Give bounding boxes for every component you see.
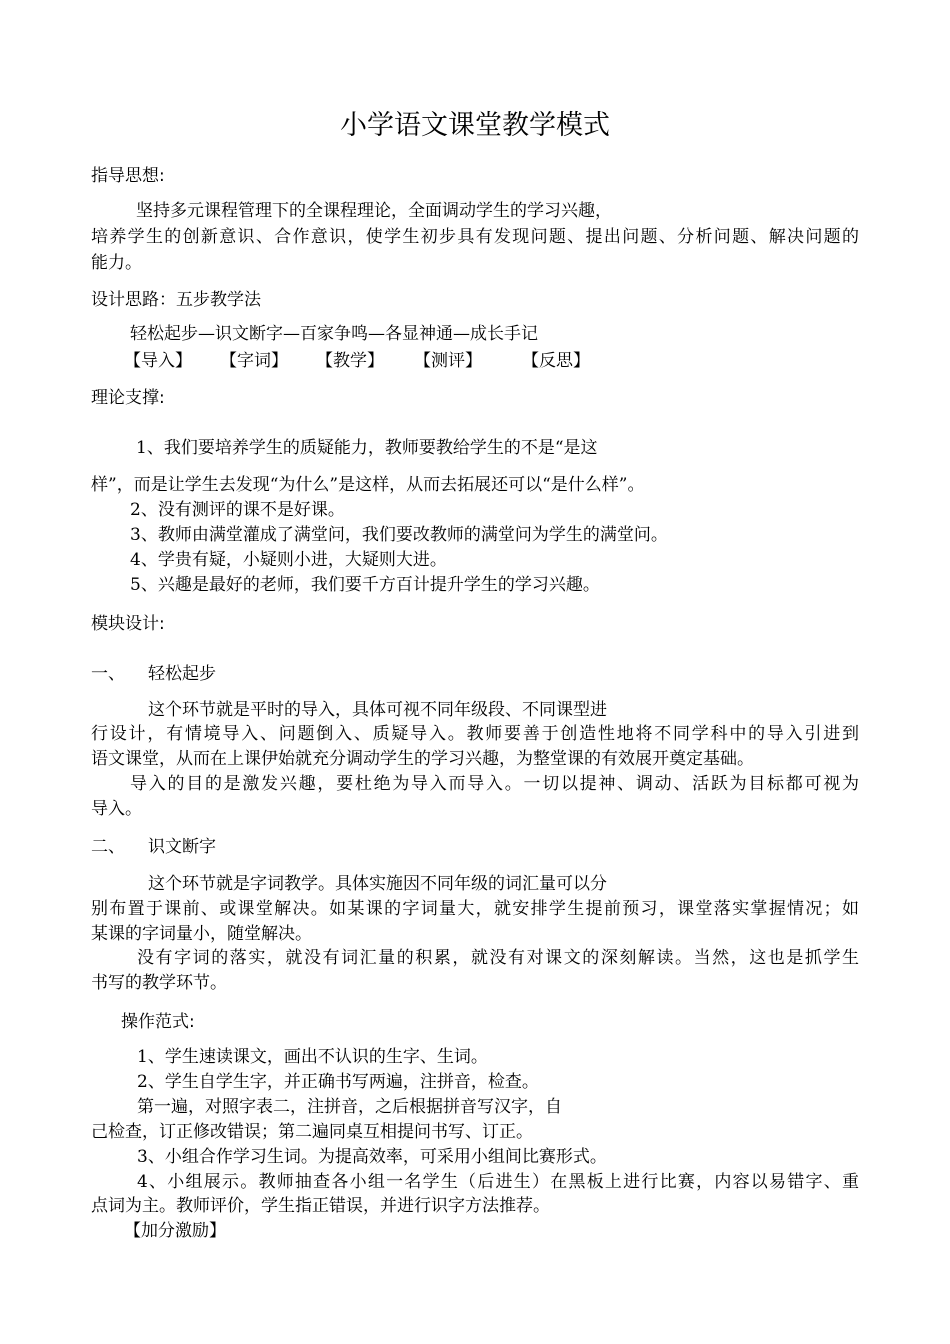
operation-heading: 操作范式: xyxy=(121,1012,195,1032)
reward-label: 【加分激励】 xyxy=(124,1221,226,1241)
operation-item-2: 2、学生自学生字，并正确书写两遍，注拼音，检查。 xyxy=(137,1072,539,1092)
operation-item-2a: 第一遍，对照字表二，注拼音，之后根据拼音写汉字，自 xyxy=(137,1097,562,1117)
theory-heading: 理论支撑: xyxy=(91,388,165,408)
operation-item-1: 1、学生速读课文，画出不认识的生字、生词。 xyxy=(137,1047,488,1067)
section-2-line-4: 没有字词的落实，就没有词汇量的积累，就没有对课文的深刻解读。当然，这也是抓学生 xyxy=(137,948,859,968)
design-tag-4: 【测评】 xyxy=(414,351,482,371)
theory-item-1b: 样”，而是让学生去发现“为什么”是这样，从而去拓展还可以“是什么样”。 xyxy=(91,475,645,495)
operation-item-2b: 己检查，订正修改错误；第二遍同桌互相提问书写、订正。 xyxy=(91,1122,533,1142)
section-2-line-3: 某课的字词量小，随堂解决。 xyxy=(91,924,312,944)
design-heading: 设计思路：五步教学法 xyxy=(91,290,261,310)
section-2-title: 识文断字 xyxy=(148,837,216,857)
guiding-line-1: 坚持多元课程管理下的全课程理论，全面调动学生的学习兴趣， xyxy=(136,201,612,221)
guiding-line-2: 培养学生的创新意识、合作意识，使学生初步具有发现问题、提出问题、分析问题、解决问题的 xyxy=(91,227,859,247)
section-1-line-3: 语文课堂，从而在上课伊始就充分调动学生的学习兴趣，为整堂课的有效展开奠定基础。 xyxy=(91,749,754,769)
guiding-line-3: 能力。 xyxy=(91,253,142,273)
operation-item-3: 3、小组合作学习生词。为提高效率，可采用小组间比赛形式。 xyxy=(137,1147,607,1167)
design-tag-5: 【反思】 xyxy=(522,351,590,371)
section-1-number: 一、 xyxy=(91,664,125,684)
theory-item-1a: 1、我们要培养学生的质疑能力，教师要教给学生的不是“是这 xyxy=(136,438,598,458)
design-tag-2: 【字词】 xyxy=(220,351,288,371)
page-title: 小学语文课堂教学模式 xyxy=(340,110,610,141)
section-1-title: 轻松起步 xyxy=(148,664,216,684)
design-tag-3: 【教学】 xyxy=(316,351,384,371)
section-2-line-2: 别布置于课前、或课堂解决。如某课的字词量大，就安排学生提前预习，课堂落实掌握情况；如 xyxy=(91,899,859,919)
section-1-line-5: 导入。 xyxy=(91,799,142,819)
theory-item-2: 2、没有测评的课不是好课。 xyxy=(130,500,345,520)
section-2-line-1: 这个环节就是字词教学。具体实施因不同年级的词汇量可以分 xyxy=(148,874,607,894)
module-heading: 模块设计: xyxy=(91,614,165,634)
theory-item-3: 3、教师由满堂灌成了满堂问，我们要改教师的满堂问为学生的满堂问。 xyxy=(130,525,668,545)
section-1-line-2: 行设计，有情境导入、问题倒入、质疑导入。教师要善于创造性地将不同学科中的导入引进到 xyxy=(91,724,859,744)
section-1-line-4: 导入的目的是激发兴趣，要杜绝为导入而导入。一切以提神、调动、活跃为目标都可视为 xyxy=(130,774,859,794)
operation-item-4a: 4、小组展示。教师抽查各小组一名学生（后进生）在黑板上进行比赛，内容以易错字、重 xyxy=(137,1172,859,1192)
theory-item-5: 5、兴趣是最好的老师，我们要千方百计提升学生的学习兴趣。 xyxy=(130,575,600,595)
theory-item-4: 4、学贵有疑，小疑则小进，大疑则大进。 xyxy=(130,550,447,570)
operation-item-4b: 点词为主。教师评价，学生指正错误，并进行识字方法推荐。 xyxy=(91,1196,550,1216)
guiding-heading: 指导思想: xyxy=(91,166,165,186)
design-steps: 轻松起步—识文断字—百家争鸣—各显神通—成长手记 xyxy=(130,324,538,344)
section-2-number: 二、 xyxy=(91,837,125,857)
design-tag-1: 【导入】 xyxy=(124,351,192,371)
section-2-line-5: 书写的教学环节。 xyxy=(91,973,227,993)
section-1-line-1: 这个环节就是平时的导入，具体可视不同年级段、不同课型进 xyxy=(148,700,607,720)
